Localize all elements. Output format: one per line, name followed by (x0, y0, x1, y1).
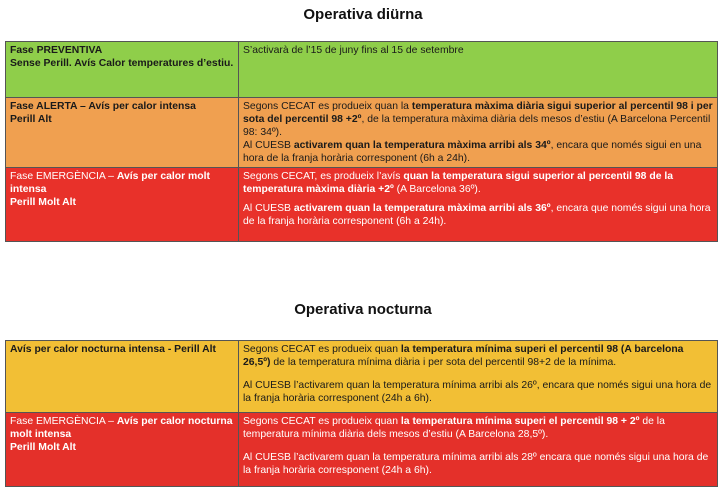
desc-text: (A Barcelona 36º). (393, 184, 481, 195)
phase-level: Perill Molt Alt (10, 442, 77, 453)
desc-text: S’activarà de l’15 de juny fins al 15 de setembre (243, 45, 464, 56)
phase-alert: Avís per calor molt intensa (10, 171, 210, 195)
phase-name: Fase PREVENTIVA (10, 45, 103, 56)
phase-cell-nocturna-alt (6, 341, 239, 413)
desc-cell-preventiva (239, 42, 718, 98)
desc-bold: quan la temperatura sigui superior al percentil 98 de la temperatura màxima diària +2º (243, 171, 674, 195)
phase-cell-preventiva (6, 42, 239, 98)
desc-text: , encara que només sigui en una hora de la franja horària corresponent (6h a 24h). (243, 140, 702, 164)
phase-cell-alerta (6, 98, 239, 168)
desc-text: de la temperatura mínima diària dels mesos d’estiu (A Barcelona 28,5º). (243, 416, 665, 440)
desc-bold: la temperatura mínima superi el percentil 98 + 2º (400, 416, 640, 427)
title-operativa-diurna: Operativa diürna (303, 6, 423, 23)
phase-alert: Avís per calor nocturna molt intensa (10, 416, 233, 440)
desc-bold: activarem quan la temperatura màxima arribi als 36º (293, 203, 551, 214)
desc-text: Al CUESB l’activarem quan la temperatura mínima arribi als 28º encara que només sigui una hora de la franja horària corresponent (24h a 6h). (243, 452, 709, 476)
desc-bold: la temperatura mínima superi el percentil 98 (A barcelona 26,5º) (243, 344, 684, 368)
phase-name: Fase EMERGÈNCIA – (10, 171, 117, 182)
desc-cell-alerta (239, 98, 718, 168)
desc-bold: temperatura màxima diària sigui superior al percentil 98 i per sota del percentil 98 +2º (243, 101, 713, 125)
desc-text: , encara que només sigui una hora de la franja horària corresponent (6h a 24h). (243, 203, 711, 227)
phase-name: Avís per calor nocturna intensa - Perill Alt (10, 344, 216, 355)
desc-text: Segons CECAT, es produeix l’avís (243, 171, 404, 182)
phase-name: Fase ALERTA – Avís per calor intensa (10, 101, 196, 112)
phase-name: Fase EMERGÈNCIA – (10, 416, 117, 427)
phase-cell-emergencia-nocturna (6, 413, 239, 487)
desc-cell-emergencia (239, 168, 718, 242)
desc-text: , de la temperatura màxima diària dels mesos d’estiu (A Barcelona Percentil 98: 34º). (243, 114, 711, 138)
desc-text: Al CUESB (243, 140, 294, 151)
row-avis-nocturna-intensa (6, 341, 718, 413)
table-operativa-nocturna (5, 340, 718, 487)
desc-text: Segons CECAT es produeix quan la (243, 101, 412, 112)
row-fase-emergencia-nocturna (6, 413, 718, 487)
phase-level: Sense Perill. Avís Calor temperatures d’estiu. (10, 58, 234, 69)
phase-level: Perill Alt (10, 114, 52, 125)
phase-cell-emergencia (6, 168, 239, 242)
desc-text: Al CUESB (243, 203, 294, 214)
desc-cell-emergencia-nocturna (239, 413, 718, 487)
desc-cell-nocturna-alt (239, 341, 718, 413)
row-fase-preventiva (6, 42, 718, 98)
desc-bold: activarem quan la temperatura màxima arribi als 34º (293, 140, 551, 151)
desc-text: de la temperatura mínima diària i per sota del percentil 98+2 de la mínima. (270, 357, 617, 368)
desc-text: Segons CECAT es produeix quan (243, 344, 401, 355)
phase-level: Perill Molt Alt (10, 197, 77, 208)
row-fase-emergencia (6, 168, 718, 242)
desc-text: Al CUESB l’activarem quan la temperatura mínima arribi als 26º, encara que només sigui una hora de la franja horària corresponent (24h a 6h). (243, 380, 712, 404)
title-operativa-nocturna: Operativa nocturna (294, 301, 432, 318)
row-fase-alerta (6, 98, 718, 168)
desc-text: Segons CECAT es produeix quan (243, 416, 401, 427)
table-operativa-diurna (5, 41, 718, 242)
